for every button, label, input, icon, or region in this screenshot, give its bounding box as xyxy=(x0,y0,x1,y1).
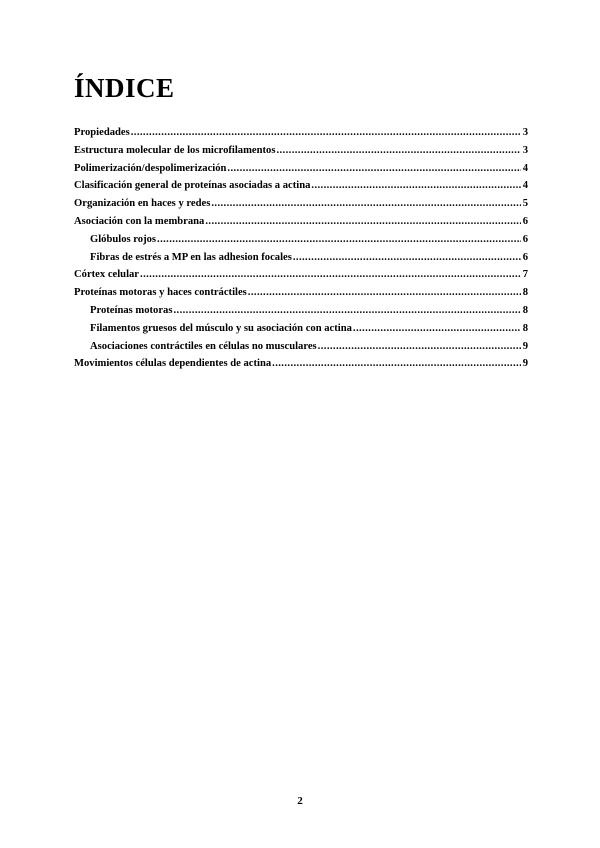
toc-dot-leader xyxy=(211,195,521,213)
toc-dot-leader xyxy=(318,338,521,356)
toc-entry-page: 4 xyxy=(522,180,528,192)
toc-dot-leader xyxy=(276,142,521,160)
toc-entry-page: 7 xyxy=(522,269,528,281)
toc-dot-leader xyxy=(173,302,521,320)
toc-entry[interactable] xyxy=(74,177,528,195)
toc-dot-leader xyxy=(353,320,521,338)
toc-dot-leader xyxy=(131,124,521,142)
toc-dot-leader xyxy=(205,213,521,231)
toc-dot-leader xyxy=(157,231,521,249)
toc-entry-label: Asociaciones contráctiles en células no musculares xyxy=(90,340,317,352)
page-number: 2 xyxy=(297,795,303,807)
toc-entry-label: Asociación con la membrana xyxy=(74,215,205,227)
page-title: ÍNDICE xyxy=(74,73,175,103)
toc-subentry[interactable] xyxy=(74,249,528,267)
toc-dot-leader xyxy=(272,355,521,373)
toc-entry-label: Polimerización/despolimerización xyxy=(74,162,227,174)
toc-subentry[interactable] xyxy=(74,338,528,356)
toc-entry-page: 6 xyxy=(522,215,528,227)
toc-entry-label: Estructura molecular de los microfilamentos xyxy=(74,144,276,156)
toc-entry[interactable] xyxy=(74,160,528,178)
toc-entry-label: Filamentos gruesos del músculo y su asociación con actina xyxy=(90,322,352,334)
toc-entry-label: Proteínas motoras xyxy=(90,304,173,316)
toc-entry-page: 8 xyxy=(522,304,528,316)
toc-subentry[interactable] xyxy=(74,302,528,320)
toc-entry-page: 8 xyxy=(522,322,528,334)
toc-subentry[interactable] xyxy=(74,231,528,249)
toc-entry[interactable] xyxy=(74,195,528,213)
toc-entry-page: 6 xyxy=(522,233,528,245)
toc-dot-leader xyxy=(227,160,521,178)
toc-entry-page: 9 xyxy=(522,358,528,370)
toc-subentry[interactable] xyxy=(74,320,528,338)
toc-entry-page: 6 xyxy=(522,251,528,263)
toc-dot-leader xyxy=(311,177,521,195)
toc-entry[interactable] xyxy=(74,213,528,231)
toc-entry-page: 5 xyxy=(522,198,528,210)
toc-entry[interactable] xyxy=(74,142,528,160)
toc-entry-page: 3 xyxy=(522,127,528,138)
toc-entry-label: Organización en haces y redes xyxy=(74,198,211,210)
toc-entry-label: Clasificación general de proteínas asociadas a actina xyxy=(74,180,311,192)
toc-entry-label: Glóbulos rojos xyxy=(90,233,157,245)
toc-entry-page: 9 xyxy=(522,340,528,352)
table-of-contents xyxy=(74,124,528,373)
toc-entry-label: Fibras de estrés a MP en las adhesion focales xyxy=(90,251,292,263)
toc-entry[interactable] xyxy=(74,355,528,373)
toc-entry[interactable] xyxy=(74,266,528,284)
toc-dot-leader xyxy=(140,266,521,284)
toc-entry-page: 3 xyxy=(522,144,528,156)
toc-entry-label: Movimientos células dependientes de actina xyxy=(74,358,272,370)
toc-entry[interactable] xyxy=(74,284,528,302)
toc-entry-label: Córtex celular xyxy=(74,269,140,281)
toc-entry-page: 8 xyxy=(522,287,528,299)
toc-entry[interactable] xyxy=(74,124,528,142)
toc-entry-page: 4 xyxy=(522,162,528,174)
toc-dot-leader xyxy=(293,249,521,267)
toc-entry-label: Proteínas motoras y haces contráctiles xyxy=(74,287,247,299)
toc-entry-label: Propiedades xyxy=(74,127,130,138)
toc-dot-leader xyxy=(248,284,521,302)
